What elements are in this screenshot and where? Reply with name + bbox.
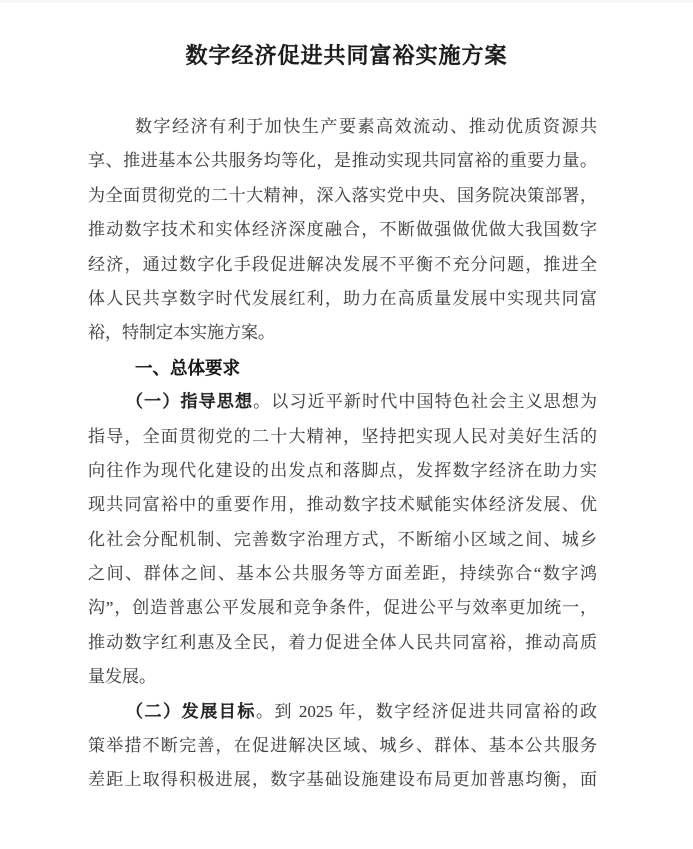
text-line: 差距上取得积极进展，数字基础设施建设布局更加普惠均衡，面 <box>88 770 597 790</box>
document-title: 数字经济促进共同富裕实施方案 <box>185 43 508 68</box>
text-line: 现共同富裕中的重要作用，推动数字技术赋能实体经济发展、优 <box>88 495 597 515</box>
text-line: 裕，特制定本实施方案。 <box>88 323 275 343</box>
text-line: 向往作为现代化建设的出发点和落脚点，发挥数字经济在助力实 <box>88 460 597 480</box>
section-heading: 一、总体要求 <box>135 357 240 378</box>
text-line <box>88 695 597 729</box>
document-body <box>88 110 597 798</box>
page-top-edge <box>0 0 693 3</box>
text-line <box>88 385 597 419</box>
paragraph-lead: （二）发展目标 <box>126 701 256 721</box>
paragraph-lead: （一）指导思想 <box>126 392 254 412</box>
text-line: 量发展。 <box>88 667 156 687</box>
text-line: 之间、群体之间、基本公共服务等方面差距，持续弥合“数字鸿 <box>88 564 597 584</box>
paragraph-lead-rest: 。到 2025 年，数字经济促进共同富裕的政 <box>255 701 597 721</box>
text-line: 为全面贯彻党的二十大精神，深入落实党中央、国务院决策部署， <box>88 185 597 205</box>
text-line: 推动数字红利惠及全民，着力促进全体人民共同富裕，推动高质 <box>88 632 597 652</box>
text-line: 化社会分配机制、完善数字治理方式，不断缩小区域之间、城乡 <box>88 529 597 549</box>
text-line: 数字经济有利于加快生产要素高效流动、推动优质资源共 <box>135 117 597 136</box>
paragraph-lead-rest: 。以习近平新时代中国特色社会主义思想为 <box>253 392 597 412</box>
text-line: 经济，通过数字化手段促进解决发展不平衡不充分问题，推进全 <box>88 254 597 274</box>
text-line: 享、推进基本公共服务均等化，是推动实现共同富裕的重要力量。 <box>88 151 597 171</box>
text-line: 体人民共享数字时代发展红利，助力在高质量发展中实现共同富 <box>88 288 597 308</box>
text-line: 推动数字技术和实体经济深度融合，不断做强做优做大我国数字 <box>88 220 597 240</box>
text-line: 沟”，创造普惠公平发展和竞争条件，促进公平与效率更加统一， <box>88 598 597 618</box>
text-line: 策举措不断完善，在促进解决区域、城乡、群体、基本公共服务 <box>88 736 597 756</box>
text-line: 指导，全面贯彻党的二十大精神，坚持把实现人民对美好生活的 <box>88 426 597 446</box>
